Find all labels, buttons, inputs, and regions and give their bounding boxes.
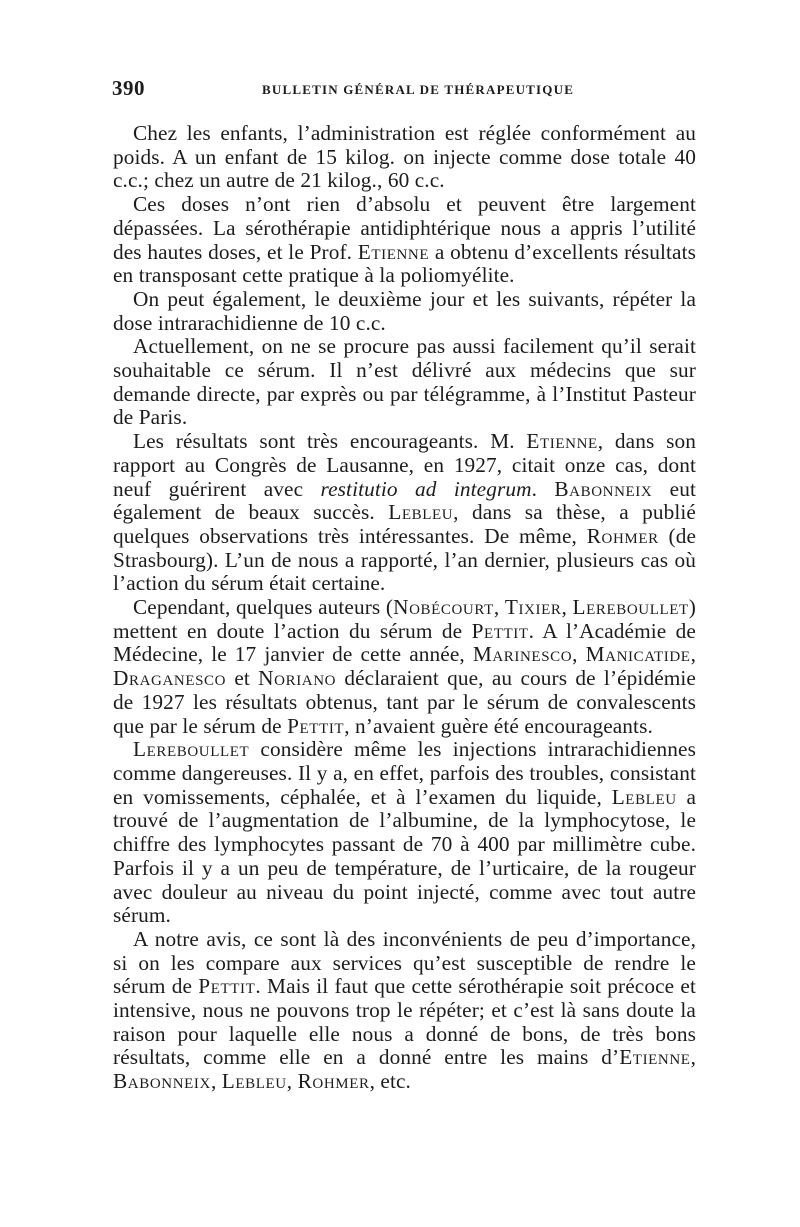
author-name: Lereboullet <box>572 595 689 620</box>
text-run: considère même les injections intrarachidiennes comme dangereuses. Il y a, en effet, parfois des troubles, consistant en vomissements, céphalée, et à l’examen du liquide, <box>113 737 696 809</box>
text-run: , <box>572 642 586 667</box>
author-name: Etienne <box>619 1045 691 1070</box>
paragraph <box>113 122 696 193</box>
text-run: , dans sa thèse, a publié quelques observations très intéressantes. De même, <box>113 500 696 548</box>
text-run: , <box>286 1069 298 1094</box>
author-name: Nobécourt <box>393 595 494 620</box>
author-name: Babonneix <box>113 1069 211 1094</box>
page-number: 390 <box>112 76 145 100</box>
text-run: Les résultats sont très encourageants. M. <box>133 429 527 454</box>
body-text <box>113 122 696 1094</box>
text-run: . A l’Académie de Médecine, le 17 janvier de cette année, <box>113 618 696 667</box>
text-run: ) mettent en doute l’action du sérum de <box>113 595 696 643</box>
text-run: , n’avaient guère été encourageants. <box>344 713 653 738</box>
text-run: Ces doses n’ont rien d’absolu et peuvent être largement dépassées. La sérothérapie antidiphtérique nous a appris l’utilité des hautes doses, et le Prof. <box>113 192 696 264</box>
page-header <box>112 76 697 106</box>
text-run: Cependant, quelques auteurs ( <box>133 595 394 620</box>
text-run: , <box>210 1069 222 1094</box>
author-name: Manicatide <box>585 642 691 667</box>
text-run: , <box>493 595 505 620</box>
text-run: . <box>531 476 555 501</box>
paragraph <box>113 430 696 596</box>
text-run: (de Strasbourg). L’un de nous a rapporté, l’an dernier, plusieurs cas où l’action du sérum était certaine. <box>113 523 696 596</box>
text-run: A notre avis, ce sont là des inconvénients de peu d’importance, si on les compare aux services qu’est susceptible de rendre le sérum de <box>113 926 696 999</box>
paragraph <box>113 288 696 335</box>
running-title: BULLETIN GÉNÉRAL DE THÉRAPEUTIQUE <box>262 82 575 97</box>
text-run: a trouvé de l’augmentation de l’albumine, de la lymphocytose, le chiffre des lymphocytes passant de 70 à 400 par millimètre cube. Parfois il y a un peu de température, de l’urticaire, de la rougeur avec douleur au niveau du point injecté, comme avec tout autre sérum. <box>113 784 697 928</box>
paragraph <box>113 738 696 928</box>
text-run: , dans son rapport au Congrès de Lausanne, en 1927, citait onze cas, dont neuf guérirent avec <box>113 429 696 501</box>
paragraph <box>113 596 696 738</box>
author-name: Rohmer <box>586 523 659 548</box>
author-name: Tixier <box>504 595 562 620</box>
author-name: Pettit <box>471 618 529 643</box>
author-name: Lebleu <box>611 784 677 809</box>
text-run: , etc. <box>369 1069 411 1094</box>
text-run: Chez les enfants, l’administration est réglée conformément au poids. A un enfant de 15 kilog. on injecte comme dose totale 40 c.c.; chez un autre de 21 kilog., 60 c.c. <box>113 121 696 193</box>
author-name: Lebleu <box>388 500 454 525</box>
author-name: Rohmer <box>297 1069 370 1094</box>
text-run: , <box>690 642 696 667</box>
author-name: Pettit <box>198 974 256 999</box>
paragraph <box>113 335 696 430</box>
author-name: Marinesco <box>472 642 573 667</box>
paragraph <box>113 928 696 1094</box>
paragraph <box>113 193 696 288</box>
latin-phrase: restitutio ad integrum <box>320 476 532 501</box>
text-run: a obtenu d’excellents résultats en transposant cette pratique à la poliomyélite. <box>113 239 696 288</box>
author-name: Pettit <box>287 713 345 738</box>
text-run: , <box>561 595 573 620</box>
author-name: Babonneix <box>554 476 653 501</box>
author-name: Etienne <box>526 429 598 454</box>
author-name: Lebleu <box>221 1069 287 1094</box>
text-run: . Mais il faut que cette sérothérapie soit précoce et intensive, nous ne pouvons trop le répéter; et c’est là sans doute la raison pour laquelle elle nous a donné de bons, de très bons résultats, comme elle en a donné entre les mains d’ <box>113 974 696 1070</box>
author-name: Noriano <box>258 666 337 691</box>
text-run: Actuellement, on ne se procure pas aussi facilement qu’il serait souhaitable ce sérum. Il n’est délivré aux médecins que sur demande directe, par exprès ou par télégramme, à l’Institut Pasteur de Paris. <box>113 334 696 430</box>
author-name: Draganesco <box>113 666 227 691</box>
text-run: , <box>690 1045 696 1070</box>
text-run: On peut également, le deuxième jour et les suivants, répéter la dose intrarachidienne de 10 c.c. <box>113 286 696 335</box>
author-name: Lereboullet <box>133 737 250 762</box>
author-name: Etienne <box>357 239 430 264</box>
text-run: et <box>226 666 259 691</box>
text-run: déclaraient que, au cours de l’épidémie de 1927 les résultats obtenus, tant par le sérum de convalescents que par le sérum de <box>113 666 696 738</box>
text-run: eut également de beaux succès. <box>113 476 696 525</box>
